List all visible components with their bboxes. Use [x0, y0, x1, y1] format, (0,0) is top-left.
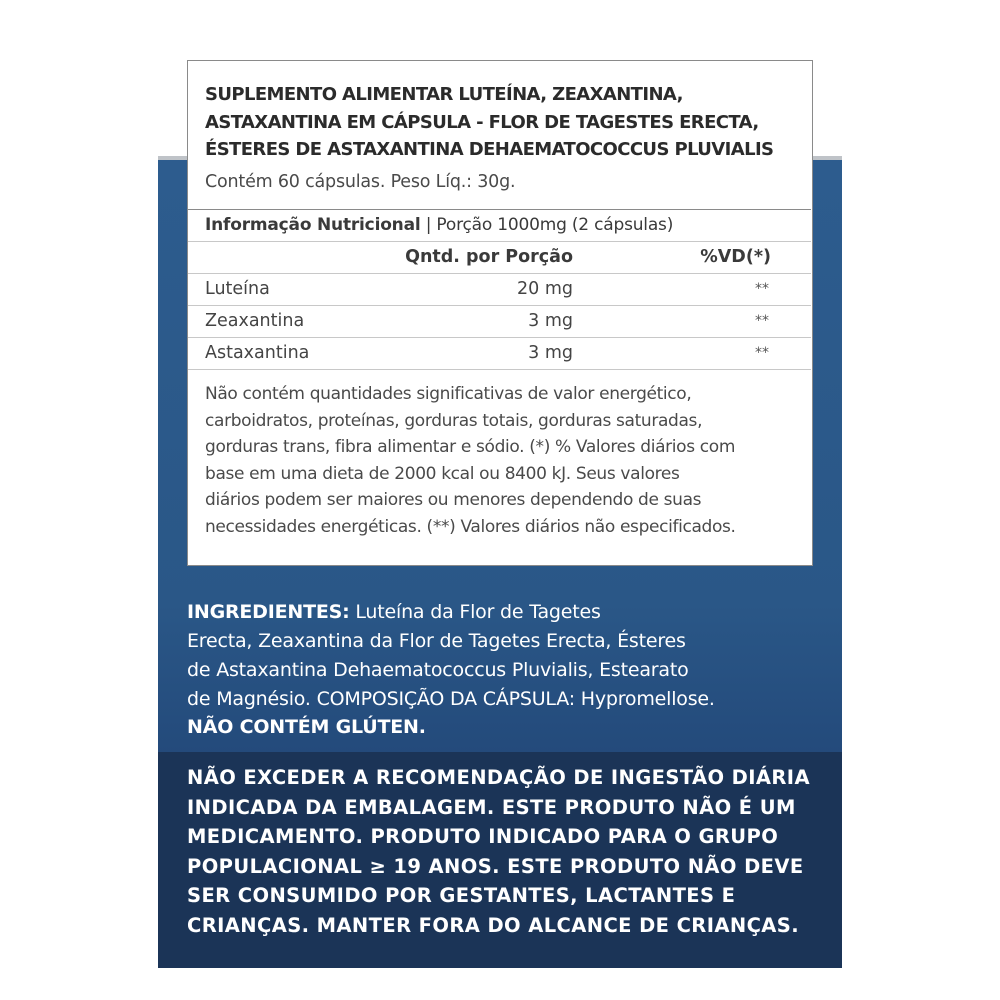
nutrition-table-header: [188, 210, 811, 242]
table-row: [188, 338, 811, 370]
nutrition-title: Informação Nutricional: [205, 215, 421, 235]
nutrient-name: Luteína: [205, 279, 270, 299]
ingredients-list: Luteína da Flor de Tagetes Erecta, Zeaxantina da Flor de Tagetes Erecta, Ésteres de Astaxantina Dehaematococcus Pluvialis, Estearato de Magnésio. COMPOSIÇÃO DA CÁPSULA: Hypromellose.: [187, 601, 715, 710]
nutrient-vd: **: [755, 313, 769, 329]
nutrient-name: Zeaxantina: [205, 311, 305, 331]
nutrient-qty: 3 mg: [528, 343, 573, 363]
column-header-row: [188, 242, 811, 274]
nutrient-vd: **: [755, 281, 769, 297]
nutrition-footnote: Não contém quantidades significativas de valor energético, carboidratos, proteínas, gorduras totais, gorduras saturadas, gorduras trans, fibra alimentar e sódio. (*) % Valores diários com base em uma dieta de 2000 kcal ou 8400 kJ. Seus valores diários podem ser maiores ou menores dependendo de suas necessidades energéticas. (**) Valores diários não especificados.: [205, 384, 736, 537]
nutrient-qty: 20 mg: [517, 279, 573, 299]
contents-weight: Contém 60 cápsulas. Peso Líq.: 30g.: [205, 172, 516, 192]
ingredients-label: INGREDIENTES:: [187, 601, 350, 623]
table-row: [188, 274, 811, 306]
nutrient-name: Astaxantina: [205, 343, 310, 363]
ingredients-text: [187, 598, 807, 714]
nutrient-vd: **: [755, 345, 769, 361]
serving-size: | Porção 1000mg (2 cápsulas): [420, 215, 674, 235]
nutrition-table: [188, 209, 811, 370]
product-title: SUPLEMENTO ALIMENTAR LUTEÍNA, ZEAXANTINA, ASTAXANTINA EM CÁPSULA - FLOR DE TAGESTES ERECTA, ÉSTERES DE ASTAXANTINA DEHAEMATOCOCCUS PLUVIALIS: [205, 84, 774, 160]
nutrient-qty: 3 mg: [528, 311, 573, 331]
column-qty-header: Qntd. por Porção: [405, 247, 573, 267]
gluten-statement: NÃO CONTÉM GLÚTEN.: [187, 716, 426, 738]
column-vd-header: %VD(*): [700, 247, 771, 267]
warning-text: NÃO EXCEDER A RECOMENDAÇÃO DE INGESTÃO DIÁRIA INDICADA DA EMBALAGEM. ESTE PRODUTO NÃO É UM MEDICAMENTO. PRODUTO INDICADO PARA O GRUPO POPULACIONAL ≥ 19 ANOS. ESTE PRODUTO NÃO DEVE SER CONSUMIDO POR GESTANTES, LACTANTES E CRIANÇAS. MANTER FORA DO ALCANCE DE CRIANÇAS.: [187, 766, 810, 937]
nutrition-label-box: [187, 60, 813, 566]
table-row: [188, 306, 811, 338]
